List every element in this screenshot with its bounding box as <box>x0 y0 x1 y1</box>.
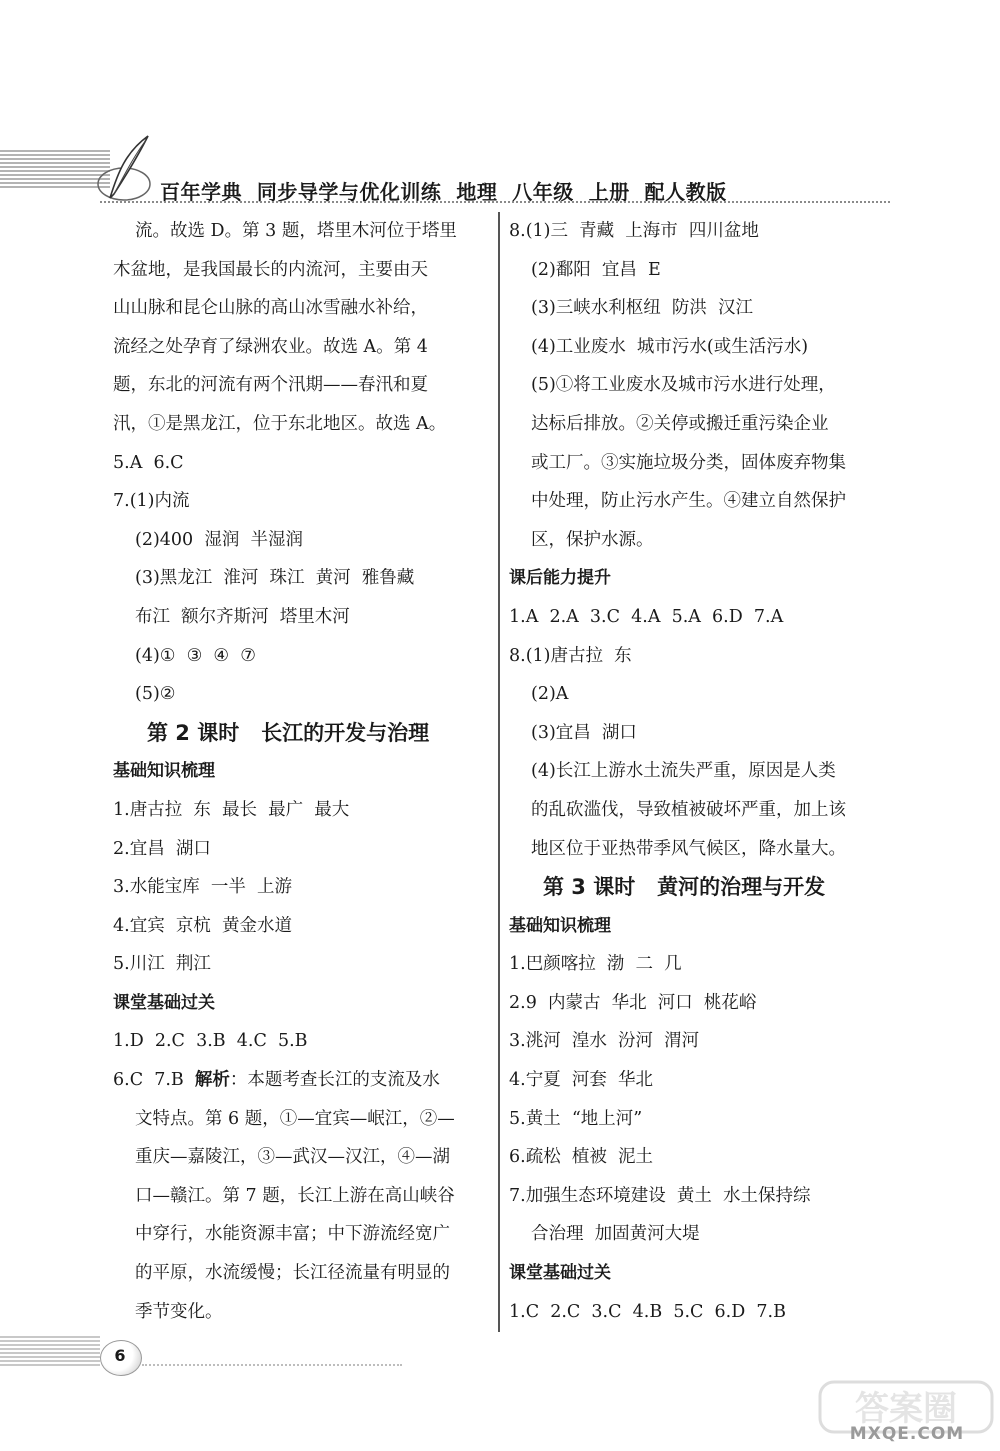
section-title: 基础知识梳理 <box>113 761 215 782</box>
answer-line: 2.9 内蒙古 华北 河口 桃花峪 <box>509 992 757 1013</box>
answer-line: 5.A 6.C <box>113 452 184 473</box>
answer-line: (2)A <box>531 684 569 705</box>
text-line: 流经之处孕育了绿洲农业。故选 A。第 4 <box>113 336 428 357</box>
section-title: 课堂基础过关 <box>113 992 215 1013</box>
header-title: 百年学典 同步导学与优化训练 地理 八年级 上册 配人教版 <box>160 180 727 204</box>
text-line: 口—赣江。第 7 题，长江上游在高山峡谷 <box>135 1185 455 1206</box>
answer-line: 合治理 加固黄河大堤 <box>531 1224 700 1245</box>
answer-line: (2)鄱阳 宜昌 E <box>531 259 661 280</box>
watermark-logo-text: 答案圈 <box>855 1389 957 1429</box>
answer-line: 达标后排放。②关停或搬迁重污染企业 <box>531 413 829 434</box>
answer-line: (3)宜昌 湖口 <box>531 722 637 743</box>
answer-line: 中处理，防止污水产生。④建立自然保护 <box>531 491 846 512</box>
answer-line: 1.唐古拉 东 最长 最广 最大 <box>113 799 350 820</box>
lesson-heading: 第 2 课时 长江的开发与治理 <box>147 720 430 745</box>
answer-line: 地区位于亚热带季风气候区，降水量大。 <box>531 838 846 859</box>
answer-line: 8.(1)三 青藏 上海市 四川盆地 <box>509 221 759 241</box>
column-divider <box>498 212 500 1332</box>
answer-line: (5)①将工业废水及城市污水进行处理， <box>531 375 836 396</box>
explanation-start: ：本题考查长江的支流及水 <box>229 1070 440 1091</box>
explanation-label: 解析 <box>194 1070 230 1091</box>
page-number: 6 <box>114 1346 126 1365</box>
text-line: 文特点。第 6 题，①—宜宾—岷江，②— <box>135 1108 455 1129</box>
feather-quill-icon <box>92 132 156 204</box>
answer-line: (2)400 湿润 半湿润 <box>135 529 303 550</box>
answer-line: 6.疏松 植被 泥土 <box>509 1147 653 1168</box>
answer-line: 1.巴颜喀拉 渤 二 几 <box>509 954 682 975</box>
answer-line: 3.水能宝库 一半 上游 <box>113 877 292 898</box>
answer-line: 5.黄土 “地上河” <box>509 1108 643 1129</box>
answer-prefix: 6.C 7.B <box>113 1070 195 1091</box>
answer-line: 3.洮河 湟水 汾河 渭河 <box>509 1031 700 1052</box>
answer-line: 8.(1)唐古拉 东 <box>509 645 632 666</box>
section-title: 课堂基础过关 <box>509 1263 611 1284</box>
footer-divider <box>142 1364 402 1366</box>
answer-line: 或工厂。③实施垃圾分类，固体废弃物集 <box>531 452 846 473</box>
section-title: 基础知识梳理 <box>509 915 611 936</box>
watermark-url: MXQE.COM <box>849 1424 965 1444</box>
answer-line: 的乱砍滥伐，导致植被破坏严重，加上该 <box>531 799 846 820</box>
answer-line: 7.(1)内流 <box>113 491 190 512</box>
text-line: 的平原，水流缓慢；长江径流量有明显的 <box>135 1263 450 1284</box>
answer-line-with-explanation <box>113 1065 488 1104</box>
text-line: 重庆—嘉陵江，③—武汉—汉江，④—湖 <box>135 1147 450 1168</box>
footer-stripes <box>0 1336 100 1366</box>
answer-line: 4.宜宾 京杭 黄金水道 <box>113 915 292 936</box>
answer-line: (4)① ③ ④ ⑦ <box>135 645 256 666</box>
text-line: 山山脉和昆仑山脉的高山冰雪融水补给， <box>113 298 428 319</box>
answer-line: 4.宁夏 河套 华北 <box>509 1070 653 1091</box>
right-column <box>509 216 884 1335</box>
answer-line: 5.川江 荆江 <box>113 954 211 975</box>
text-line: 汛，①是黑龙江，位于东北地区。故选 A。 <box>113 413 447 434</box>
text-line: 题，东北的河流有两个汛期——春汛和夏 <box>113 375 428 396</box>
text-line: 中穿行，水能资源丰富；中下游流经宽广 <box>135 1224 450 1245</box>
section-title: 课后能力提升 <box>509 568 611 589</box>
answer-line: 7.加强生态环境建设 黄土 水土保持综 <box>509 1185 811 1206</box>
left-column <box>113 216 488 1335</box>
answer-line: (4)工业废水 城市污水(或生活污水) <box>531 336 809 357</box>
answer-line: 区，保护水源。 <box>531 529 654 550</box>
answer-line: 1.C 2.C 3.C 4.B 5.C 6.D 7.B <box>509 1301 786 1322</box>
answer-line: 1.D 2.C 3.B 4.C 5.B <box>113 1031 308 1052</box>
lesson-heading: 第 3 课时 黄河的治理与开发 <box>543 875 826 900</box>
answer-line: 布江 额尔齐斯河 塔里木河 <box>135 606 350 627</box>
header-divider <box>100 201 890 203</box>
answer-line: (3)黑龙江 淮河 珠江 黄河 雅鲁藏 <box>135 568 415 589</box>
answer-line: 1.A 2.A 3.C 4.A 5.A 6.D 7.A <box>509 606 784 627</box>
answer-line: (3)三峡水利枢纽 防洪 汉江 <box>531 298 754 319</box>
text-line: 季节变化。 <box>135 1301 223 1322</box>
text-line: 流。故选 D。第 3 题，塔里木河位于塔里 <box>135 221 457 241</box>
answer-line: 2.宜昌 湖口 <box>113 838 211 859</box>
answer-line: (5)② <box>135 684 176 705</box>
answer-line: (4)长江上游水土流失严重，原因是人类 <box>531 761 836 782</box>
text-line: 木盆地，是我国最长的内流河，主要由天 <box>113 259 428 280</box>
